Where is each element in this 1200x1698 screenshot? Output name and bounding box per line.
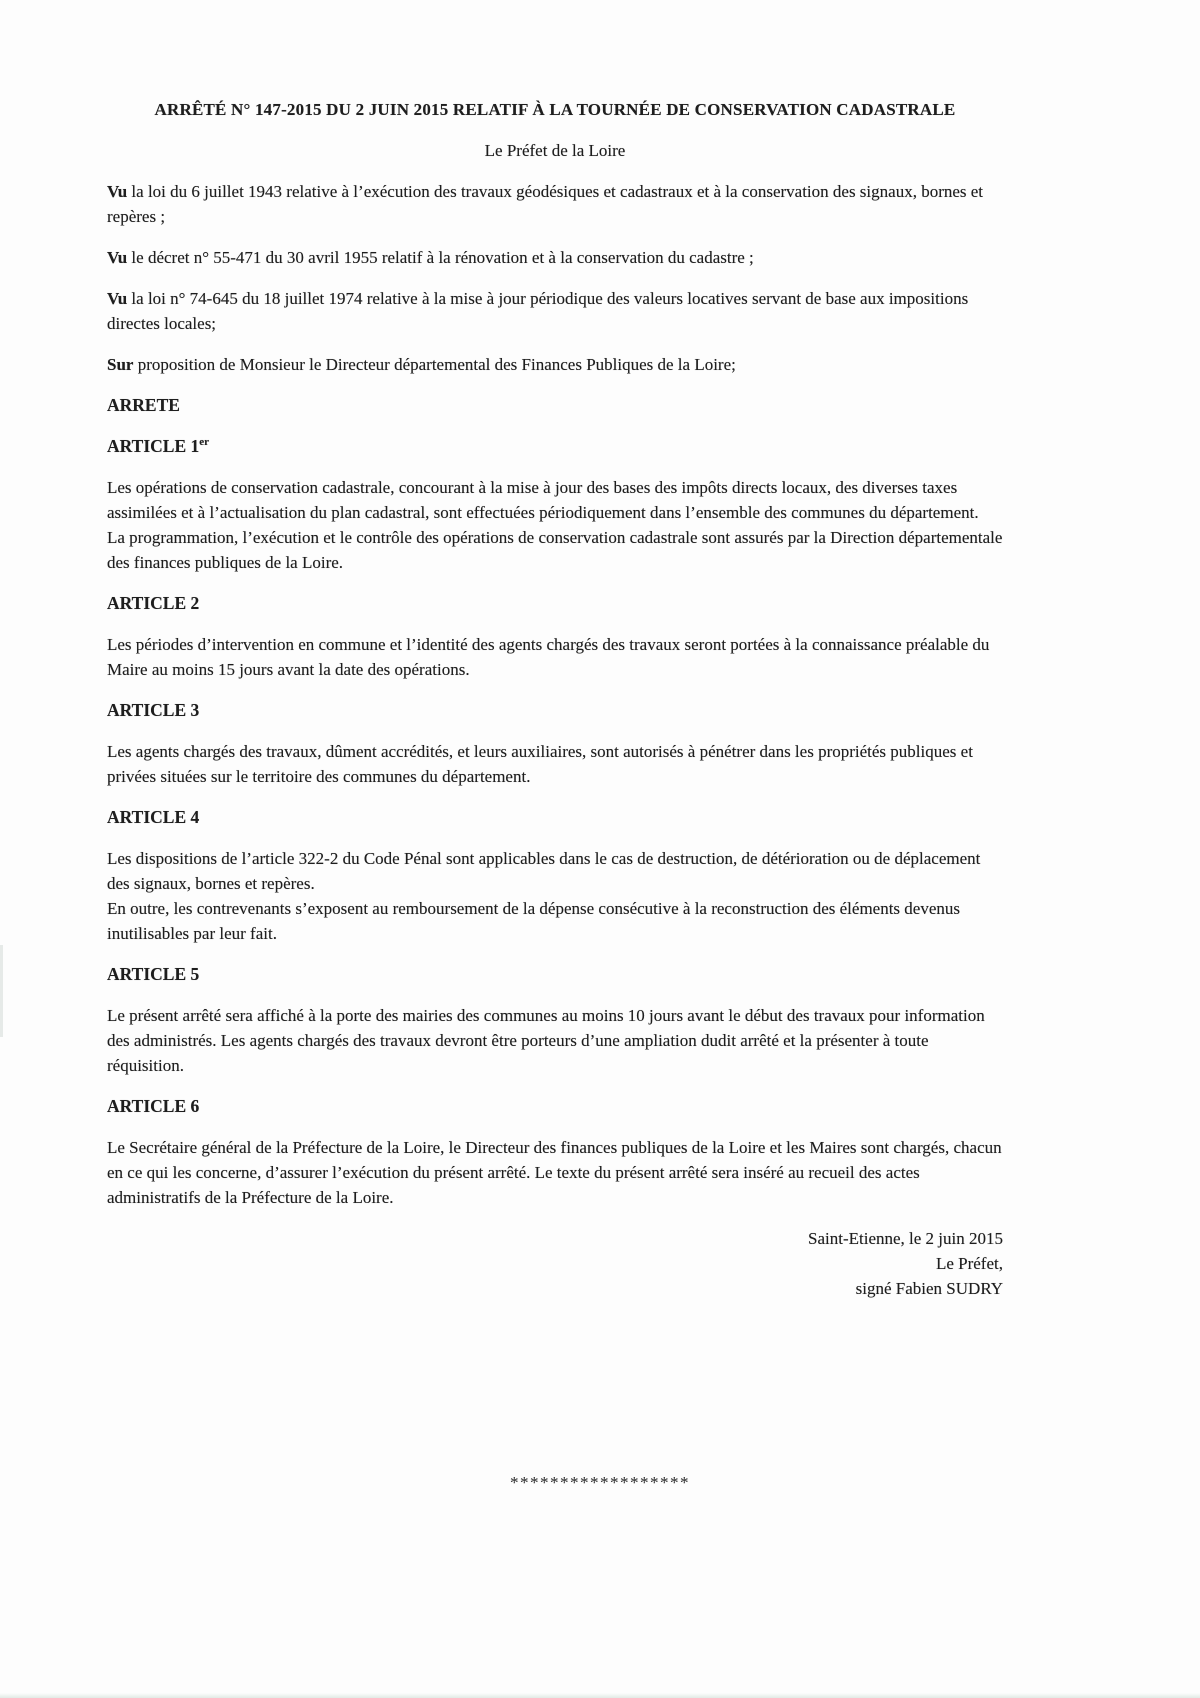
- signature-signed-by: signé Fabien SUDRY: [855, 1279, 1003, 1298]
- article-paragraph: Le Secrétaire général de la Préfecture de la Loire, le Directeur des finances publiques de la Loire et les Maires sont chargés, chacun en ce qui les concerne, d’assurer l’exécution du présent arrêté. Le texte du présent arrêté sera inséré au recueil des actes administratifs de la Préfecture de la Loire.: [107, 1138, 1002, 1207]
- document-title: ARRÊTÉ N° 147-2015 DU 2 JUIN 2015 RELATIF À LA TOURNÉE DE CONSERVATION CADASTRALE: [154, 100, 956, 119]
- lead-word: Vu: [107, 289, 128, 308]
- article-paragraph: Les agents chargés des travaux, dûment accrédités, et leurs auxiliaires, sont autorisés à pénétrer dans les propriétés publiques et privées situées sur le territoire des communes du département.: [107, 742, 973, 786]
- article-3-body: [107, 739, 1003, 789]
- article-4-body: [107, 846, 1003, 946]
- article-number: ARTICLE 3: [107, 700, 200, 720]
- article-1: [107, 434, 1003, 575]
- article-paragraph: Les opérations de conservation cadastrale, concourant à la mise à jour des bases des impôts directs locaux, des diverses taxes assimilées et à l’actualisation du plan cadastral, sont effectuées périodiquement dans l’ensemble des communes du département.: [107, 478, 979, 522]
- paragraph-text: la loi du 6 juillet 1943 relative à l’exécution des travaux géodésiques et cadastraux et à la conservation des signaux, bornes et repères ;: [107, 182, 984, 226]
- article-2: [107, 591, 1003, 682]
- article-number: ARTICLE 5: [107, 964, 200, 984]
- preamble-paragraph-vu-1943: [107, 179, 1003, 229]
- lead-word: Sur: [107, 355, 134, 374]
- article-3: [107, 698, 1003, 789]
- article-6-heading: [107, 1094, 1003, 1119]
- preamble-paragraph-vu-1974: [107, 286, 1003, 336]
- preamble-paragraph-vu-1955: [107, 245, 1003, 270]
- signature-role: Le Préfet,: [935, 1254, 1003, 1273]
- lead-word: Vu: [107, 182, 128, 201]
- article-number-suffix: er: [199, 436, 210, 449]
- article-6-body: [107, 1135, 1003, 1210]
- article-6: [107, 1094, 1003, 1210]
- article-2-body: [107, 632, 1003, 682]
- article-5-heading: [107, 962, 1003, 987]
- article-4-heading: [107, 805, 1003, 830]
- signature-block: [107, 1226, 1003, 1301]
- article-5-body: [107, 1003, 1003, 1078]
- article-paragraph: La programmation, l’exécution et le contrôle des opérations de conservation cadastrale sont assurés par la Direction départementale des finances publiques de la Loire.: [107, 528, 1003, 572]
- article-1-body: [107, 475, 1003, 575]
- article-5: [107, 962, 1003, 1078]
- article-number: ARTICLE 6: [107, 1096, 200, 1116]
- enacting-heading: ARRETE: [107, 395, 180, 415]
- paragraph-text: la loi n° 74-645 du 18 juillet 1974 relative à la mise à jour périodique des valeurs locatives servant de base aux impositions directes locales;: [107, 289, 969, 333]
- article-2-heading: [107, 591, 1003, 616]
- article-paragraph: En outre, les contrevenants s’exposent au remboursement de la dépense consécutive à la reconstruction des éléments devenus inutilisables par leur fait.: [107, 899, 961, 943]
- paragraph-text: proposition de Monsieur le Directeur départemental des Finances Publiques de la Loire;: [133, 355, 736, 374]
- preamble-paragraph-sur: [107, 352, 1003, 377]
- article-4: [107, 805, 1003, 946]
- article-number: ARTICLE 2: [107, 593, 200, 613]
- article-number: ARTICLE 4: [107, 807, 200, 827]
- paragraph-text: le décret n° 55-471 du 30 avril 1955 relatif à la rénovation et à la conservation du cadastre ;: [127, 248, 754, 267]
- article-3-heading: [107, 698, 1003, 723]
- lead-word: Vu: [107, 248, 128, 267]
- article-1-heading: [107, 434, 1003, 459]
- asterisk-separator: ******************: [510, 1473, 690, 1492]
- scan-edge-artifact: [0, 945, 3, 1037]
- article-paragraph: Les périodes d’intervention en commune et l’identité des agents chargés des travaux seront portées à la connaissance préalable du Maire au moins 15 jours avant la date des opérations.: [107, 635, 990, 679]
- article-paragraph: Le présent arrêté sera affiché à la porte des mairies des communes au moins 10 jours avant le début des travaux pour information des administrés. Les agents chargés des travaux devront être porteurs d’une ampliation dudit arrêté et la présenter à toute réquisition.: [107, 1006, 985, 1075]
- article-number: ARTICLE 1: [107, 436, 200, 456]
- scan-bottom-edge: [0, 1693, 1200, 1698]
- document-subtitle: Le Préfet de la Loire: [484, 141, 626, 160]
- article-paragraph: Les dispositions de l’article 322-2 du Code Pénal sont applicables dans le cas de destruction, de détérioration ou de déplacement des signaux, bornes et repères.: [107, 849, 981, 893]
- signature-place-date: Saint-Etienne, le 2 juin 2015: [808, 1229, 1003, 1248]
